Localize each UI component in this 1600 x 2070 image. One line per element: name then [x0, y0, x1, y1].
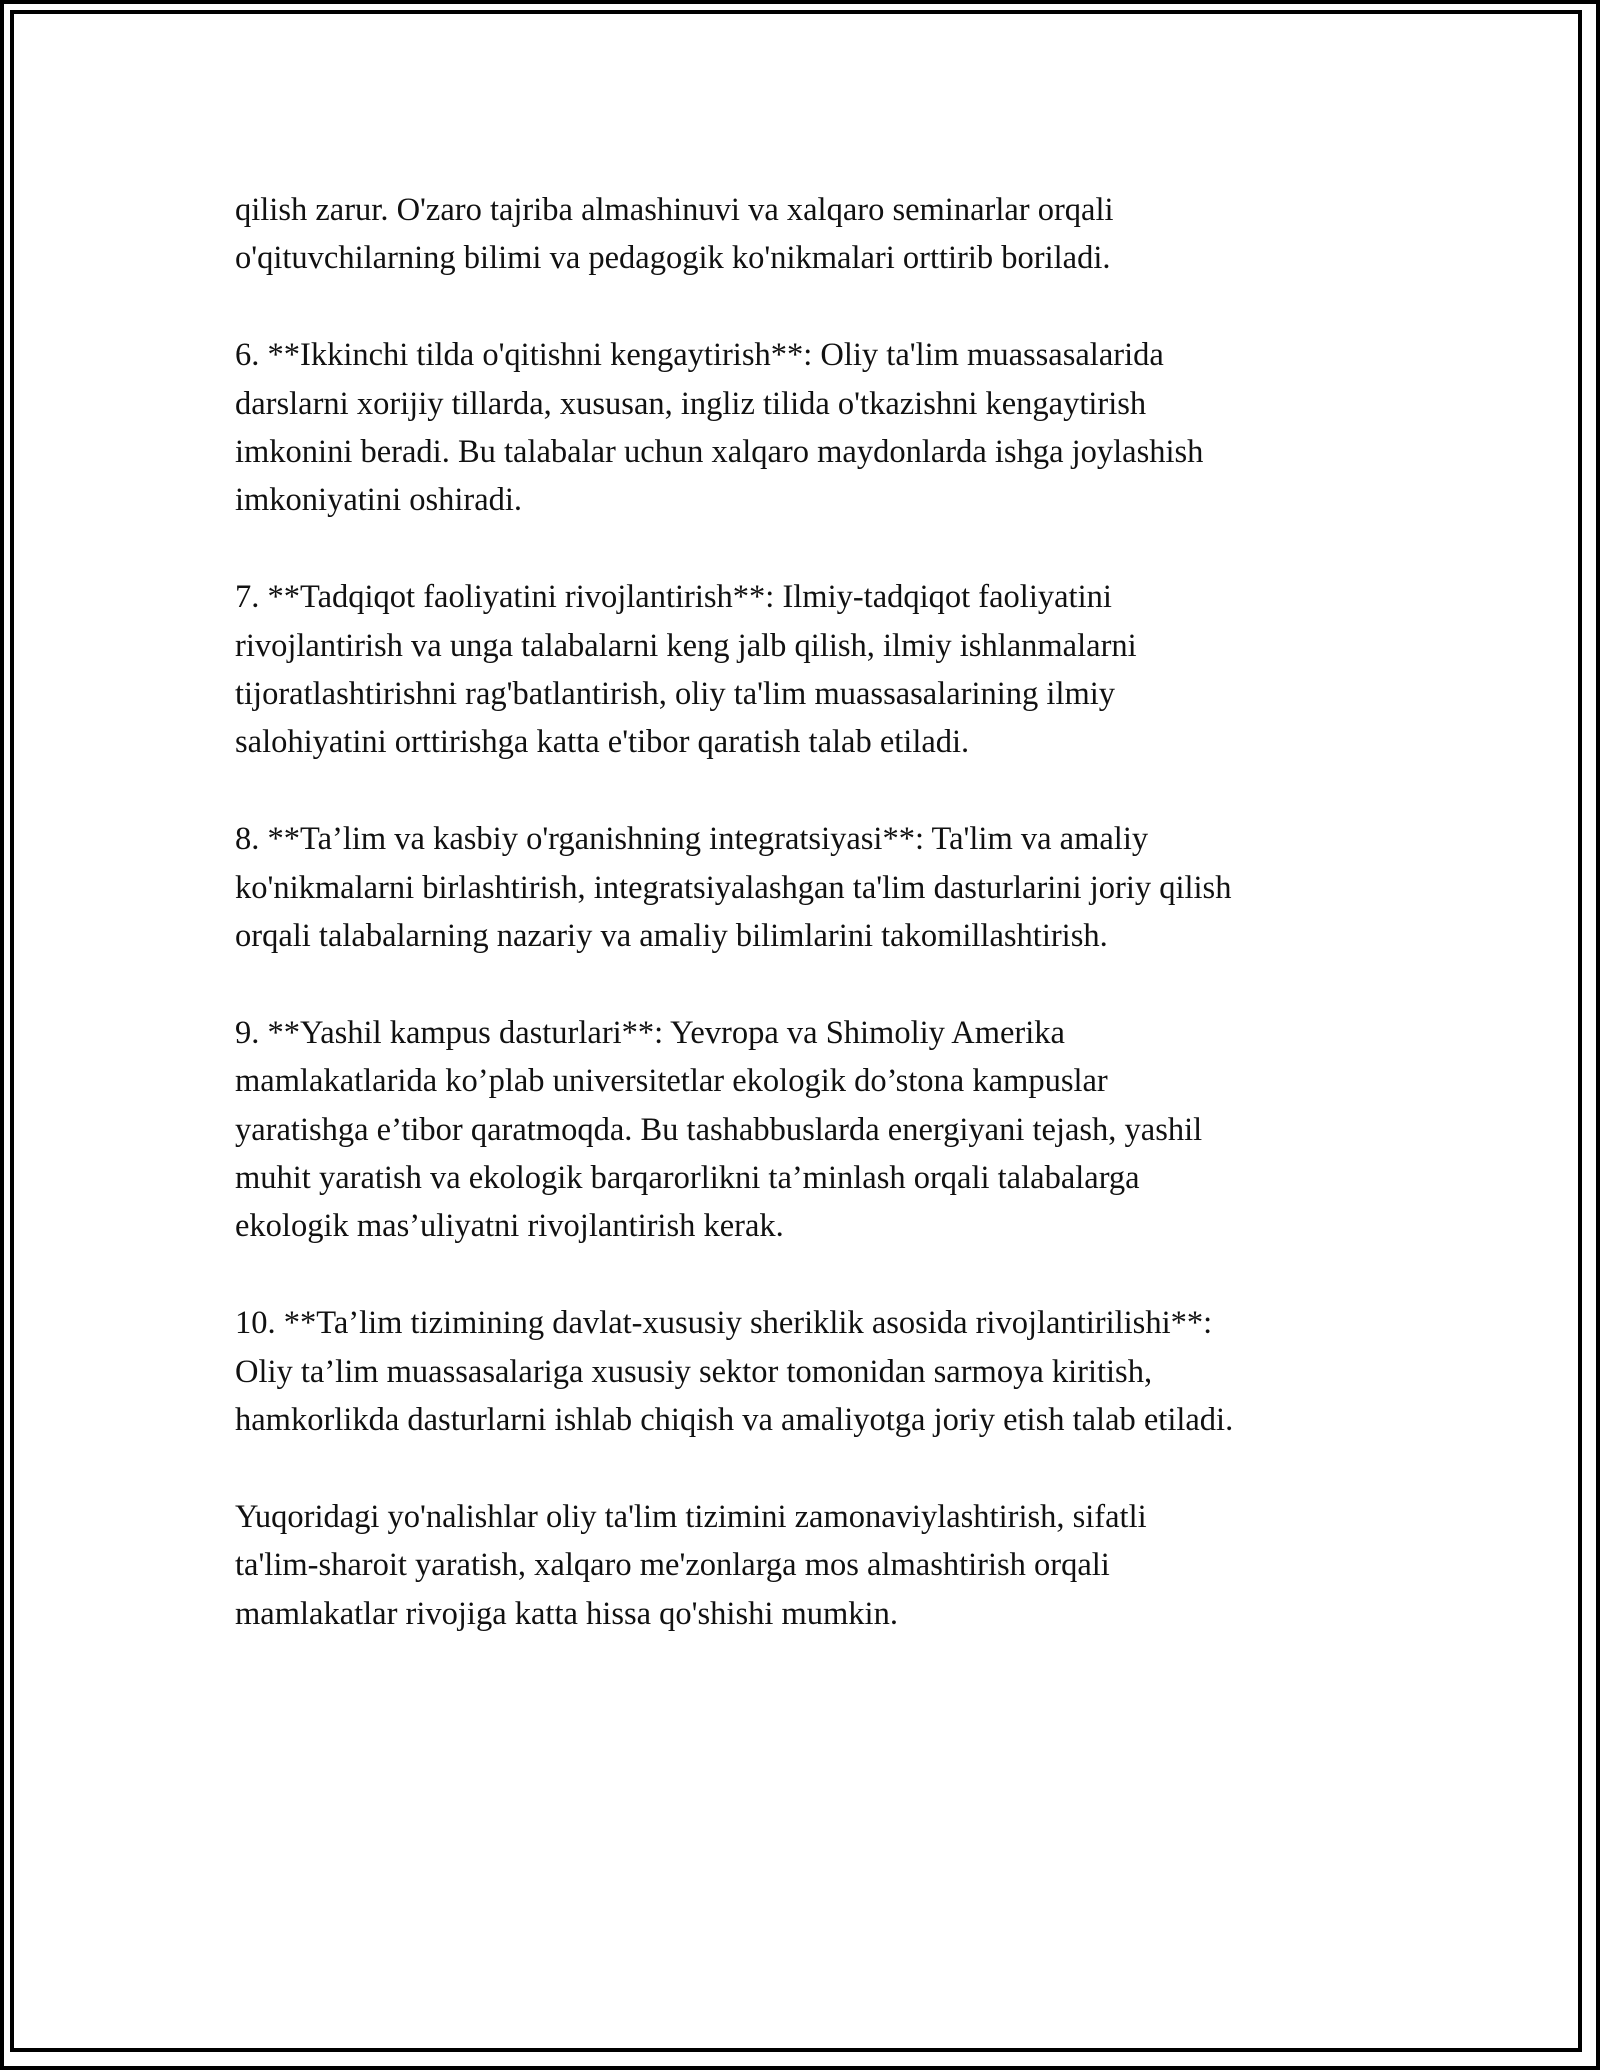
paragraph-line: rivojlantirish va unga talabalarni keng jalb qilish, ilmiy ishlanmalarni: [235, 627, 1137, 664]
paragraph-line: darslarni xorijiy tillarda, xususan, ingliz tilida o'tkazishni kengaytirish: [235, 385, 1147, 422]
paragraph-line: yaratishga e’tibor qaratmoqda. Bu tashabbuslarda energiyani tejash, yashil: [235, 1111, 1203, 1148]
paragraph-line: ta'lim-sharoit yaratish, xalqaro me'zonlarga mos almashtirish orqali: [235, 1547, 1110, 1584]
paragraph-line: muhit yaratish va ekologik barqarorlikni ta’minlash orqali talabalarga: [235, 1160, 1140, 1197]
paragraph-line: 6. **Ikkinchi tilda o'qitishni kengaytirish**: Oliy ta'lim muassasalarida: [235, 337, 1164, 374]
document-body: [235, 186, 1415, 1686]
paragraph-line: hamkorlikda dasturlarni ishlab chiqish va amaliyotga joriy etish talab etiladi.: [235, 1402, 1234, 1439]
paragraph-line: qilish zarur. O'zaro tajriba almashinuvi va xalqaro seminarlar orqali: [235, 192, 1114, 228]
paragraph-line: mamlakatlarida ko’plab universitetlar ekologik do’stona kampuslar: [235, 1063, 1108, 1100]
list-item-9: [235, 1009, 1415, 1251]
paragraph-line: orqali talabalarning nazariy va amaliy bilimlarini takomillashtirish.: [235, 918, 1108, 955]
paragraph-line: 10. **Ta’lim tizimining davlat-xususiy sheriklik asosida rivojlantirilishi**:: [235, 1305, 1213, 1342]
paragraph-line: o'qituvchilarning bilimi va pedagogik ko'nikmalari orttirib boriladi.: [235, 240, 1111, 277]
paragraph-intro-continuation: [235, 186, 1415, 283]
paragraph-line: 7. **Tadqiqot faoliyatini rivojlantirish**: Ilmiy-tadqiqot faoliyatini: [235, 579, 1112, 616]
paragraph-line: 8. **Ta’lim va kasbiy o'rganishning integratsiyasi**: Ta'lim va amaliy: [235, 821, 1149, 858]
paragraph-line: Yuqoridagi yo'nalishlar oliy ta'lim tizimini zamonaviylashtirish, sifatli: [235, 1498, 1147, 1535]
paragraph-line: ekologik mas’uliyatni rivojlantirish kerak.: [235, 1208, 784, 1245]
paragraph-line: imkonini beradi. Bu talabalar uchun xalqaro maydonlarda ishga joylashish: [235, 434, 1204, 471]
paragraph-line: mamlakatlar rivojiga katta hissa qo'shishi mumkin.: [235, 1595, 898, 1632]
paragraph-line: tijoratlashtirishni rag'batlantirish, oliy ta'lim muassasalarining ilmiy: [235, 676, 1116, 713]
list-item-6: [235, 331, 1415, 525]
list-item-8: [235, 815, 1415, 960]
list-item-10: [235, 1299, 1415, 1444]
paragraph-line: 9. **Yashil kampus dasturlari**: Yevropa va Shimoliy Amerika: [235, 1014, 1065, 1051]
paragraph-line: ko'nikmalarni birlashtirish, integratsiyalashgan ta'lim dasturlarini joriy qilish: [235, 869, 1232, 906]
paragraph-line: imkoniyatini oshiradi.: [235, 482, 523, 519]
list-item-7: [235, 573, 1415, 767]
paragraph-line: salohiyatini orttirishga katta e'tibor qaratish talab etiladi.: [235, 724, 970, 761]
paragraph-conclusion: [235, 1493, 1415, 1638]
paragraph-line: Oliy ta’lim muassasalariga xususiy sektor tomonidan sarmoya kiritish,: [235, 1353, 1153, 1390]
